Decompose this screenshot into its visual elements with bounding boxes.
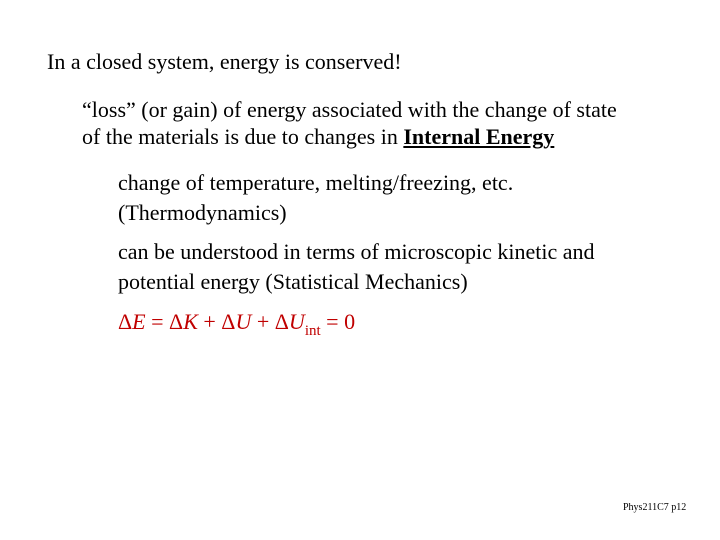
slide-footer: Phys211C7 p12: [623, 502, 687, 513]
internal-energy-line-2-text: of the materials is due to changes in: [82, 124, 404, 149]
thermodynamics-line-2: (Thermodynamics): [118, 200, 287, 225]
statistical-mechanics-line-1: can be understood in terms of microscopic kinetic and: [118, 239, 595, 264]
slide-heading: In a closed system, energy is conserved!: [47, 49, 402, 74]
delta-symbol: Δ: [274, 309, 289, 334]
equals-zero: = 0: [320, 309, 356, 334]
statistical-mechanics-paragraph: [118, 237, 595, 297]
internal-energy-paragraph: [82, 96, 617, 150]
var-E: E: [132, 309, 146, 334]
internal-energy-line-1: “loss” (or gain) of energy associated with the change of state: [82, 97, 617, 122]
var-U: U: [235, 309, 252, 334]
statistical-mechanics-line-2: potential energy (Statistical Mechanics): [118, 269, 468, 294]
internal-energy-term: Internal Energy: [403, 124, 555, 149]
plus-sign: +: [197, 309, 222, 334]
energy-conservation-equation: [118, 309, 356, 339]
var-U-int: U: [288, 309, 305, 334]
delta-symbol: Δ: [221, 309, 236, 334]
int-subscript: int: [304, 323, 321, 339]
thermodynamics-line-1: change of temperature, melting/freezing, etc.: [118, 170, 514, 195]
var-K: K: [183, 309, 198, 334]
plus-sign: +: [251, 309, 275, 334]
thermodynamics-paragraph: [118, 168, 513, 228]
equals-sign: =: [145, 309, 170, 334]
delta-symbol: Δ: [169, 309, 184, 334]
internal-energy-line-2: [82, 123, 617, 150]
delta-symbol: Δ: [118, 309, 133, 334]
